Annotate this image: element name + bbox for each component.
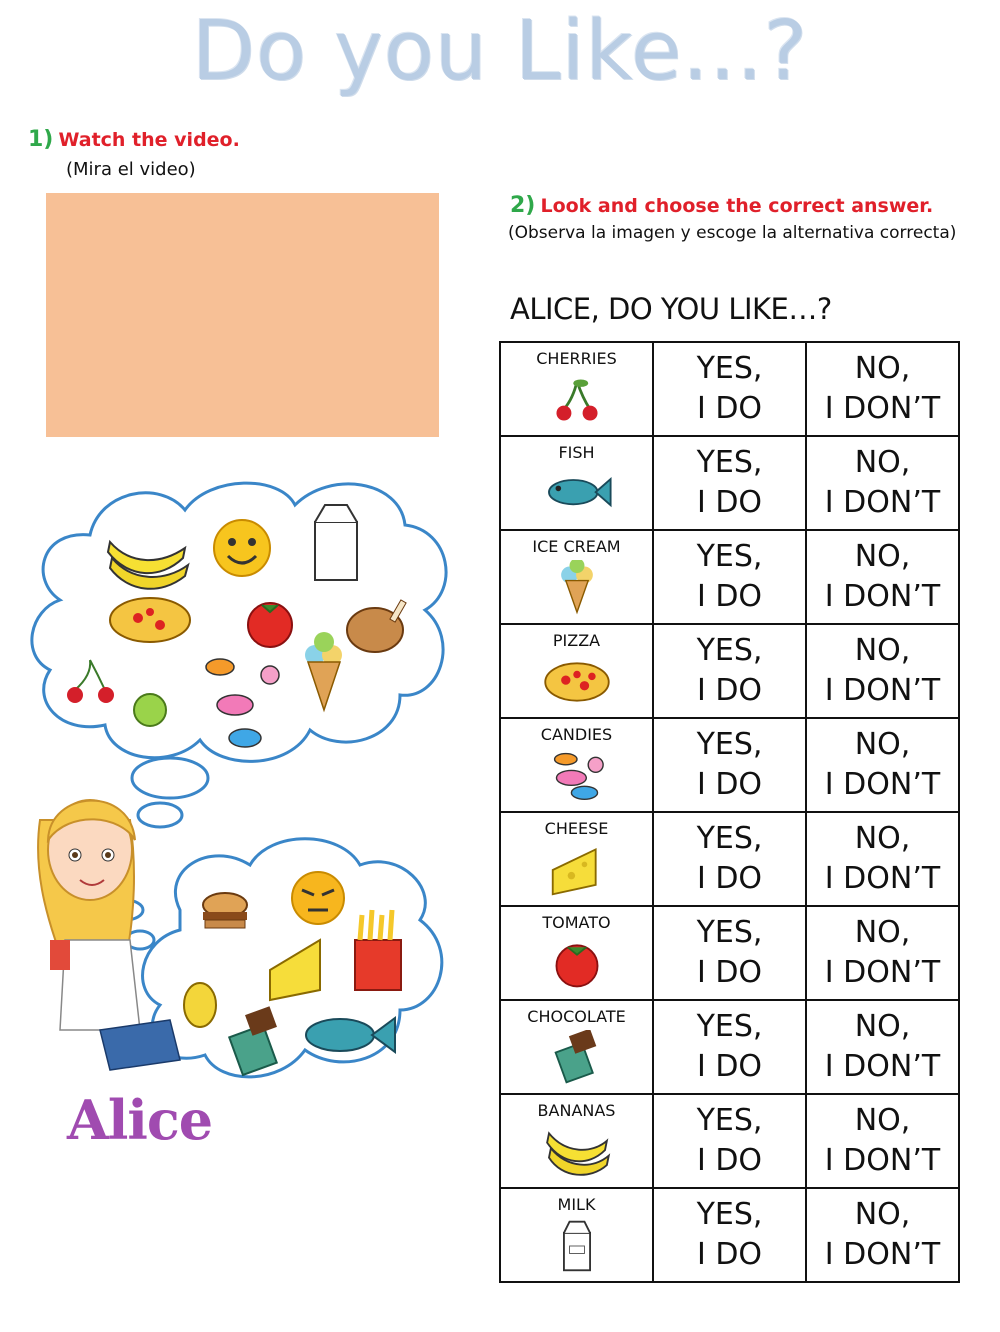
yes-line-2: I DO: [696, 391, 763, 426]
alice-illustration: [20, 470, 470, 1110]
yes-answer-option[interactable]: [653, 342, 806, 436]
quiz-table: [499, 341, 960, 1283]
no-line-1: NO,: [854, 1009, 911, 1044]
ice-cream-icon: [541, 560, 613, 616]
no-line-1: NO,: [854, 727, 911, 762]
quiz-row: [500, 1188, 959, 1282]
food-label: CHERRIES: [536, 349, 617, 368]
yes-line-2: I DO: [696, 1143, 763, 1178]
yes-answer-option[interactable]: [653, 624, 806, 718]
page-title: Do you Like...?: [191, 4, 809, 99]
no-answer-text[interactable]: [807, 719, 958, 805]
yes-answer-text[interactable]: [654, 343, 805, 429]
yes-answer-option[interactable]: [653, 718, 806, 812]
no-line-1: NO,: [854, 445, 911, 480]
quiz-row: [500, 530, 959, 624]
yes-answer-text[interactable]: [654, 625, 805, 711]
tomato-icon: [541, 936, 613, 992]
no-answer-text[interactable]: [807, 437, 958, 523]
no-line-1: NO,: [854, 1103, 911, 1138]
yes-line-1: YES,: [696, 821, 763, 856]
food-label: ICE CREAM: [532, 537, 621, 556]
burger-icon: [203, 893, 247, 928]
quiz-row: [500, 1000, 959, 1094]
bananas-icon: [541, 1124, 613, 1180]
food-label: MILK: [557, 1195, 596, 1214]
food-label: CANDIES: [540, 725, 613, 744]
yes-line-1: YES,: [696, 445, 763, 480]
no-line-2: I DON’T: [824, 955, 941, 990]
yes-line-1: YES,: [696, 539, 763, 574]
disliked-foods-cloud: [143, 839, 442, 1077]
no-line-2: I DON’T: [824, 673, 941, 708]
no-line-2: I DON’T: [824, 861, 941, 896]
yes-line-2: I DO: [696, 485, 763, 520]
step-2-number: 2): [510, 193, 536, 218]
yes-line-2: I DO: [696, 767, 763, 802]
video-player[interactable]: [46, 193, 439, 437]
yes-line-1: YES,: [696, 633, 763, 668]
no-answer-option[interactable]: [806, 1000, 959, 1094]
no-answer-text[interactable]: [807, 813, 958, 899]
milk-icon: [541, 1218, 613, 1274]
yes-line-1: YES,: [696, 915, 763, 950]
yes-line-2: I DO: [696, 1049, 763, 1084]
quiz-row: [500, 906, 959, 1000]
yes-answer-option[interactable]: [653, 1188, 806, 1282]
alice-name-label: Alice: [67, 1088, 213, 1152]
happy-emoji-icon: [214, 520, 270, 576]
no-line-1: NO,: [854, 821, 911, 856]
step-1-number: 1): [28, 127, 54, 152]
yes-line-2: I DO: [696, 579, 763, 614]
no-answer-option[interactable]: [806, 530, 959, 624]
cheese-icon: [541, 842, 613, 898]
food-cell: [500, 812, 653, 906]
step-2-heading: [510, 193, 933, 218]
no-line-1: NO,: [854, 915, 911, 950]
yes-answer-text[interactable]: [654, 813, 805, 899]
quiz-row: [500, 436, 959, 530]
no-line-2: I DON’T: [824, 391, 941, 426]
yes-line-2: I DO: [696, 673, 763, 708]
yes-answer-text[interactable]: [654, 1189, 805, 1275]
yes-line-1: YES,: [696, 727, 763, 762]
step-1-translation: (Mira el video): [66, 159, 196, 180]
no-answer-text[interactable]: [807, 1189, 958, 1275]
no-answer-text[interactable]: [807, 343, 958, 429]
food-label: TOMATO: [542, 913, 611, 932]
step-2-translation: (Observa la imagen y escoge la alternativa correcta): [508, 223, 957, 243]
alice-character: [38, 800, 180, 1070]
yes-line-1: YES,: [696, 1009, 763, 1044]
yes-answer-text[interactable]: [654, 719, 805, 805]
no-answer-option[interactable]: [806, 624, 959, 718]
step-1-instruction: Watch the video.: [58, 129, 240, 151]
step-2-instruction: Look and choose the correct answer.: [540, 195, 934, 217]
food-cell: [500, 342, 653, 436]
no-answer-option[interactable]: [806, 1188, 959, 1282]
yes-answer-text[interactable]: [654, 1001, 805, 1087]
no-answer-text[interactable]: [807, 625, 958, 711]
no-answer-option[interactable]: [806, 1094, 959, 1188]
step-1-heading: [28, 127, 240, 152]
yes-line-2: I DO: [696, 1237, 763, 1272]
no-answer-text[interactable]: [807, 1095, 958, 1181]
favorite-foods-cloud: [32, 483, 446, 761]
quiz-title: ALICE, DO YOU LIKE…?: [510, 292, 832, 326]
apple-icon: [134, 694, 166, 726]
food-cell: [500, 1000, 653, 1094]
food-cell: [500, 436, 653, 530]
no-line-1: NO,: [854, 1197, 911, 1232]
no-line-1: NO,: [854, 351, 911, 386]
chocolate-icon: [541, 1030, 613, 1086]
food-cell: [500, 1094, 653, 1188]
pizza-icon: [110, 598, 190, 642]
food-cell: [500, 530, 653, 624]
food-cell: [500, 906, 653, 1000]
pizza-icon: [541, 654, 613, 710]
food-label: BANANAS: [537, 1101, 616, 1120]
candies-icon: [541, 748, 613, 804]
no-line-2: I DON’T: [824, 1237, 941, 1272]
yes-answer-option[interactable]: [653, 906, 806, 1000]
yes-line-1: YES,: [696, 1197, 763, 1232]
yes-answer-text[interactable]: [654, 1095, 805, 1181]
tomato-icon: [248, 603, 292, 647]
yes-answer-option[interactable]: [653, 530, 806, 624]
angry-emoji-icon: [292, 872, 344, 924]
no-line-2: I DON’T: [824, 1049, 941, 1084]
fish-icon: [541, 466, 613, 522]
yes-answer-option[interactable]: [653, 1000, 806, 1094]
food-label: CHEESE: [544, 819, 609, 838]
yes-answer-text[interactable]: [654, 437, 805, 523]
quiz-row: [500, 1094, 959, 1188]
yes-answer-option[interactable]: [653, 1094, 806, 1188]
yes-line-2: I DO: [696, 861, 763, 896]
food-label: FISH: [558, 443, 595, 462]
no-line-2: I DON’T: [824, 1143, 941, 1178]
pear-icon: [184, 983, 216, 1027]
yes-line-1: YES,: [696, 1103, 763, 1138]
food-cell: [500, 718, 653, 812]
no-answer-text[interactable]: [807, 907, 958, 993]
food-label: PIZZA: [552, 631, 601, 650]
no-answer-option[interactable]: [806, 812, 959, 906]
yes-answer-option[interactable]: [653, 436, 806, 530]
food-cell: [500, 624, 653, 718]
no-answer-text[interactable]: [807, 1001, 958, 1087]
yes-answer-option[interactable]: [653, 812, 806, 906]
food-cell: [500, 1188, 653, 1282]
no-answer-text[interactable]: [807, 531, 958, 617]
quiz-row: [500, 624, 959, 718]
food-label: CHOCOLATE: [527, 1007, 626, 1026]
no-answer-option[interactable]: [806, 436, 959, 530]
no-answer-option[interactable]: [806, 342, 959, 436]
quiz-row: [500, 718, 959, 812]
yes-line-2: I DO: [696, 955, 763, 990]
quiz-row: [500, 342, 959, 436]
quiz-row: [500, 812, 959, 906]
yes-answer-text[interactable]: [654, 531, 805, 617]
cherries-icon: [541, 372, 613, 428]
no-line-2: I DON’T: [824, 485, 941, 520]
no-line-1: NO,: [854, 633, 911, 668]
yes-line-1: YES,: [696, 351, 763, 386]
no-answer-option[interactable]: [806, 718, 959, 812]
no-line-1: NO,: [854, 539, 911, 574]
no-line-2: I DON’T: [824, 579, 941, 614]
no-line-2: I DON’T: [824, 767, 941, 802]
no-answer-option[interactable]: [806, 906, 959, 1000]
yes-answer-text[interactable]: [654, 907, 805, 993]
milk-carton-icon: [315, 505, 357, 580]
